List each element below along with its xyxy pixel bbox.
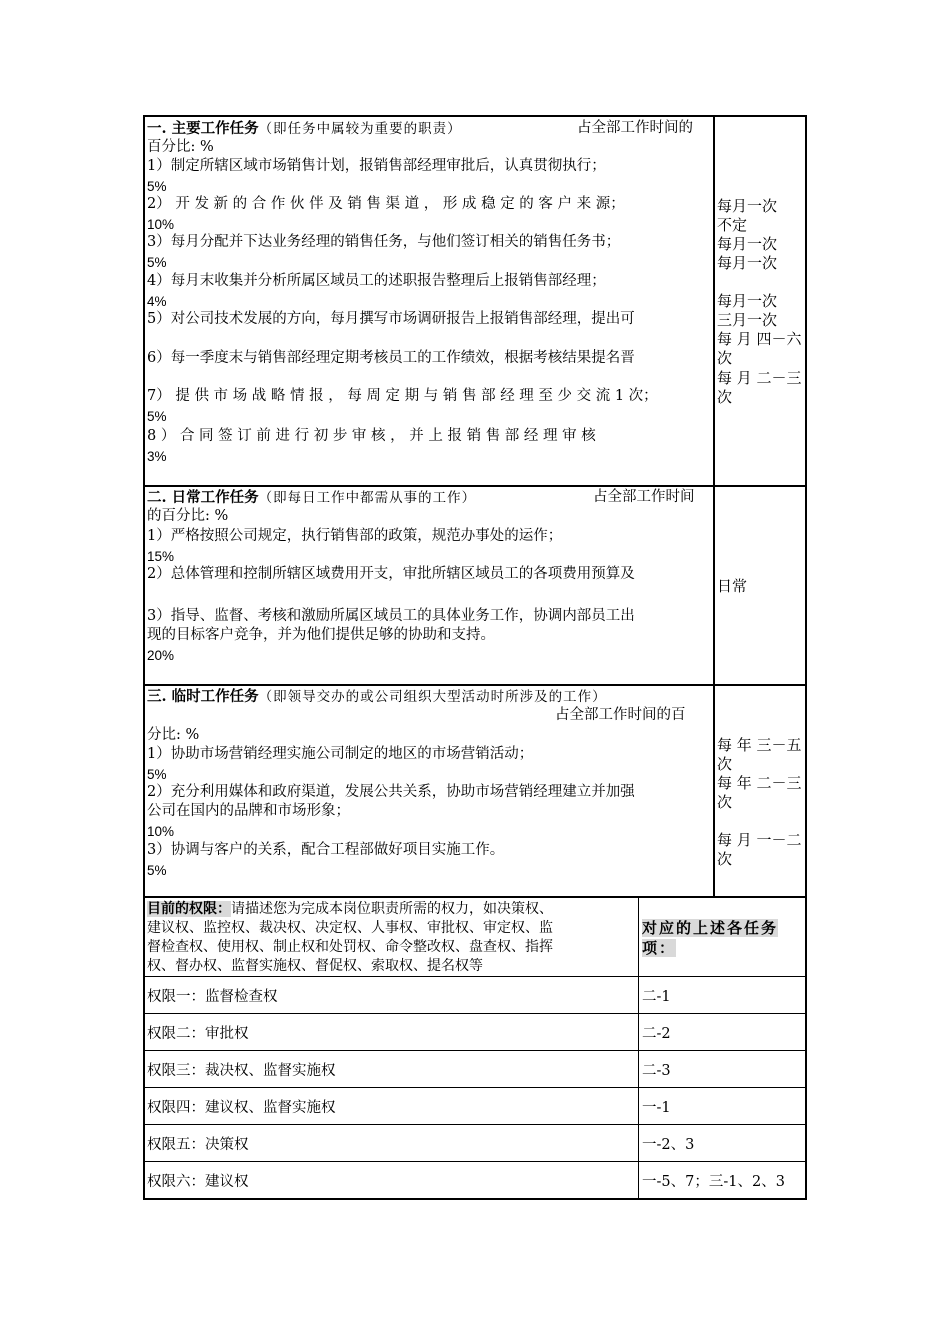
temporary-tasks-share: 占全部工作时间的百 (555, 707, 686, 723)
task-2-1: 1）严格按照公司规定，执行销售部的政策，规范办事处的运作； (147, 528, 563, 544)
freq-2: 不定 (717, 216, 748, 234)
freq-9: 每 月 二－三 (717, 369, 802, 387)
freq-t1: 每 年 三－五 (717, 736, 802, 754)
task-1-1: 1）制定所辖区域市场销售计划，报销售部经理审批后，认真贯彻执行； (147, 158, 606, 174)
authority-task: 二-1 (642, 989, 671, 1005)
task-2-3-cont: 现的目标客户竞争，并为他们提供足够的协助和支持。 (147, 627, 495, 643)
authority-label: 权限五：决策权 (147, 1137, 249, 1153)
main-tasks-frequency (715, 117, 805, 485)
freq-8: 次 (717, 349, 733, 367)
authority-task: 一-5、7；三-1、2、3 (642, 1174, 785, 1190)
authority-table (143, 898, 807, 1200)
section-main-tasks (143, 115, 807, 485)
task-3-3: 3）协调与客户的关系，配合工程部做好项目实施工作。 (147, 842, 505, 858)
authority-label: 权限三：裁决权、监督实施权 (147, 1063, 336, 1079)
task-1-8-pct: 3% (147, 449, 167, 464)
daily-tasks-share: 占全部工作时间 (593, 489, 695, 505)
authority-description (147, 900, 633, 976)
daily-tasks-hint: （即每日工作中都需从事的工作） (258, 490, 477, 506)
authority-desc-4: 权、督办权、监督实施权、督促权、索取权、提名权等 (147, 958, 483, 974)
corresponding-tasks-heading-2: 项： (642, 939, 677, 957)
daily-tasks-frequency (715, 487, 805, 684)
task-1-7: 7） 提 供 市 场 战 略 情 报 ， 每 周 定 期 与 销 售 部 经 理 至 少 交 流 1 次； (147, 388, 658, 404)
freq-4: 每月一次 (717, 254, 778, 272)
task-1-7-pct: 5% (147, 409, 167, 424)
freq-t6: 次 (717, 850, 733, 868)
main-tasks-percent: 百分比: % (147, 139, 214, 155)
freq-10: 次 (717, 388, 733, 406)
authority-header (145, 898, 805, 976)
task-2-2: 2）总体管理和控制所辖区域费用开支，审批所辖区域员工的各项费用预算及 (147, 566, 635, 582)
task-1-2: 2） 开 发 新 的 合 作 伙 伴 及 销 售 渠 道 ， 形 成 稳 定 的 客 户 来 源； (147, 196, 625, 212)
freq-t2: 次 (717, 755, 733, 773)
daily-tasks-percent: 的百分比: % (147, 508, 229, 524)
authority-task: 一-1 (642, 1100, 671, 1116)
freq-1: 每月一次 (717, 197, 778, 215)
temporary-tasks-content (145, 686, 715, 896)
task-3-3-pct: 5% (147, 863, 167, 878)
main-tasks-share: 占全部工作时间的 (577, 120, 693, 136)
authority-row (145, 1013, 805, 1050)
authority-row (145, 1124, 805, 1161)
daily-tasks-content (145, 487, 715, 684)
freq-5: 每月一次 (717, 292, 778, 310)
freq-daily: 日常 (717, 577, 748, 595)
task-1-5: 5）对公司技术发展的方向，每月撰写市场调研报告上报销售部经理，提出可 (147, 311, 635, 327)
task-1-3-pct: 5% (147, 255, 167, 270)
main-tasks-heading: 一. 主要工作任务 (147, 120, 259, 137)
freq-7: 每 月 四－六 (717, 330, 802, 348)
authority-label: 权限六：建议权 (147, 1174, 249, 1190)
daily-tasks-heading: 二. 日常工作任务 (147, 489, 259, 506)
authority-task: 一-2、3 (642, 1137, 695, 1153)
task-1-4-pct: 4% (147, 294, 167, 309)
authority-label: 权限二：审批权 (147, 1026, 249, 1042)
authority-row (145, 1161, 805, 1198)
task-3-1-pct: 5% (147, 767, 167, 782)
authority-label: 权限四：建议权、监督实施权 (147, 1100, 336, 1116)
main-tasks-content (145, 117, 715, 485)
authority-label: 权限一：监督检查权 (147, 989, 278, 1005)
temporary-tasks-heading-line (147, 687, 607, 707)
temporary-tasks-frequency (715, 686, 805, 896)
task-1-6: 6）每一季度末与销售部经理定期考核员工的工作绩效，根据考核结果提名晋 (147, 350, 635, 366)
corresponding-tasks-heading (642, 918, 808, 958)
authority-desc-2: 建议权、监控权、裁决权、决定权、人事权、审批权、审定权、监 (147, 920, 553, 936)
authority-desc-3: 督检查权、使用权、制止权和处罚权、命令整改权、盘查权、指挥 (147, 939, 553, 955)
corresponding-tasks-heading-1: 对应的上述各任务 (642, 919, 779, 937)
temporary-tasks-heading: 三. 临时工作任务 (147, 688, 259, 705)
task-1-4: 4）每月末收集并分析所属区域员工的述职报告整理后上报销售部经理； (147, 273, 606, 289)
task-3-1: 1）协助市场营销经理实施公司制定的地区的市场营销活动； (147, 746, 534, 762)
task-1-8: 8 ） 合 同 签 订 前 进 行 初 步 审 核 ， 并 上 报 销 售 部 经 理 审 核 (147, 428, 596, 444)
authority-task: 二-2 (642, 1026, 671, 1042)
task-3-2: 2）充分利用媒体和政府渠道，发展公共关系，协助市场营销经理建立并加强 (147, 784, 635, 800)
authority-desc-1: 请描述您为完成本岗位职责所需的权力，如决策权、 (231, 901, 553, 917)
authority-task: 二-3 (642, 1063, 671, 1079)
authority-row (145, 1050, 805, 1087)
job-description-table (143, 115, 807, 1200)
task-3-2-pct: 10% (147, 824, 175, 839)
main-tasks-hint: （即任务中属较为重要的职责） (258, 121, 462, 137)
main-tasks-heading-line (147, 119, 693, 139)
task-1-3: 3）每月分配并下达业务经理的销售任务，与他们签订相关的销售任务书； (147, 234, 621, 250)
task-1-2-pct: 10% (147, 217, 175, 232)
task-2-3: 3）指导、监督、考核和激励所属区域员工的具体业务工作，协调内部员工出 (147, 608, 635, 624)
authority-row (145, 1087, 805, 1124)
task-2-1-pct: 15% (147, 549, 175, 564)
temporary-tasks-percent: 分比: % (147, 727, 200, 743)
section-daily-tasks (143, 485, 807, 684)
task-3-2-cont: 公司在国内的品牌和市场形象； (147, 803, 350, 819)
temporary-tasks-hint: （即领导交办的或公司组织大型活动时所涉及的工作） (258, 689, 607, 705)
daily-tasks-heading-line (147, 488, 695, 508)
section-temporary-tasks (143, 684, 807, 898)
task-2-3-pct: 20% (147, 648, 175, 663)
freq-t5: 每 月 一－二 (717, 831, 802, 849)
task-1-1-pct: 5% (147, 179, 167, 194)
authority-row (145, 976, 805, 1013)
freq-6: 三月一次 (717, 311, 778, 329)
authority-heading: 目前的权限： (147, 901, 231, 917)
freq-3: 每月一次 (717, 235, 778, 253)
freq-t3: 每 年 二－三 (717, 774, 802, 792)
freq-t4: 次 (717, 793, 733, 811)
